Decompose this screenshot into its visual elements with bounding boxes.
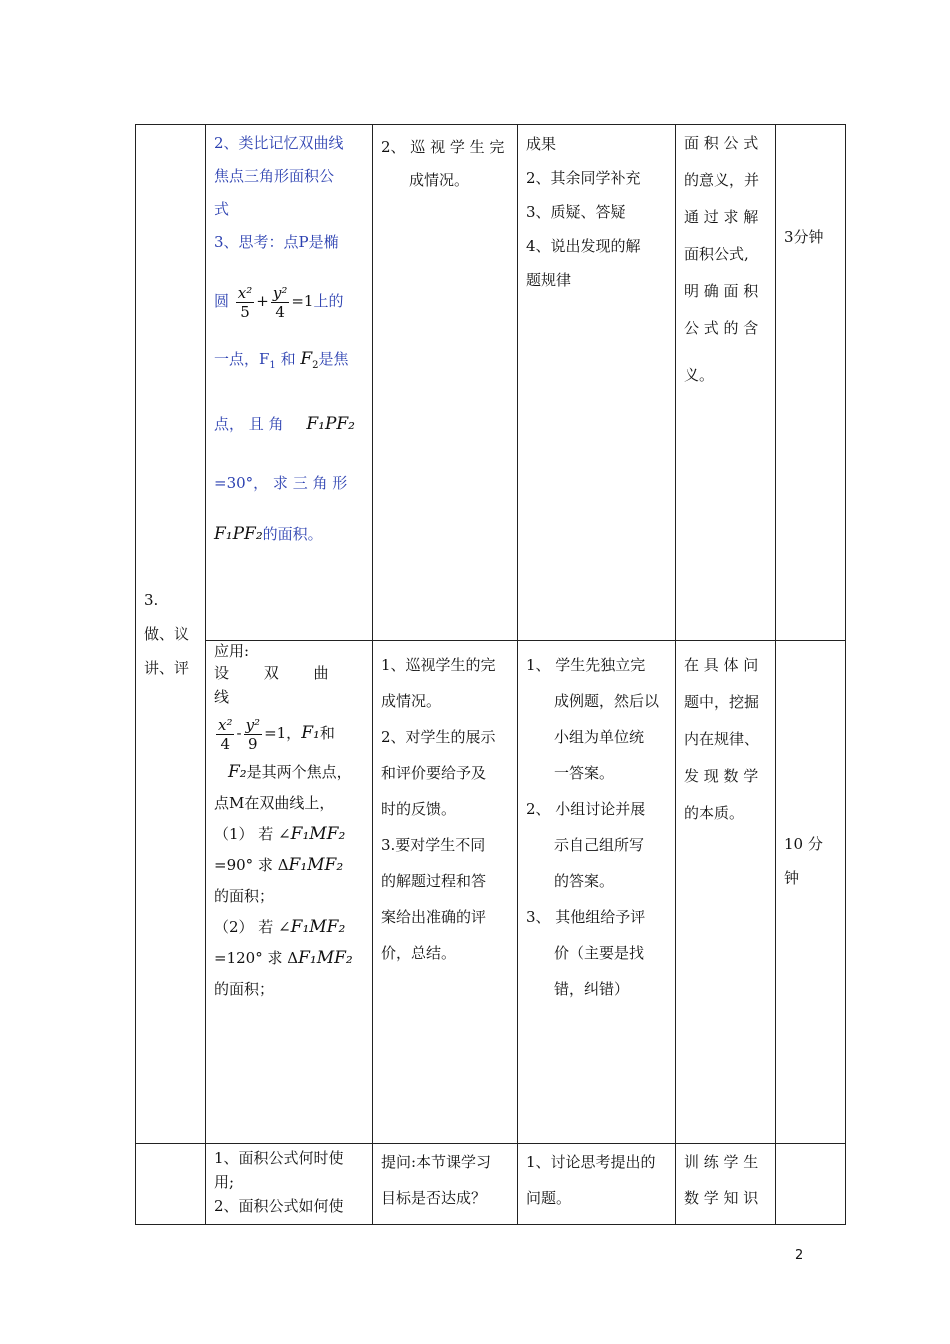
- time-value: 3分钟: [784, 228, 824, 246]
- fraction-denominator: 4: [220, 734, 231, 753]
- teacher-activity-cell: [373, 125, 518, 641]
- question-2-line: [214, 943, 364, 974]
- text-line: 面积公式,: [684, 245, 749, 263]
- equation-rhs: =1，: [264, 724, 302, 742]
- text-fragment: 上的: [313, 292, 344, 310]
- question-1-line: [214, 850, 364, 881]
- text-fragment: 点， 且 角: [214, 415, 284, 433]
- fraction-numerator: y²: [245, 715, 261, 734]
- text-line: 案给出准确的评: [381, 908, 487, 926]
- text-line: 的答案。: [554, 872, 615, 890]
- math-expression: F₁PF₂: [214, 524, 263, 544]
- text-line: 3、思考：点P是椭: [214, 233, 339, 251]
- text-line: 数 学 知 识: [684, 1189, 759, 1207]
- lesson-plan-table: [135, 124, 846, 1225]
- math-expression: F₁MF₂: [290, 917, 346, 937]
- text-line: 应用:: [214, 642, 250, 660]
- time-cell: [776, 1144, 846, 1225]
- hyperbola-equation-line: [214, 709, 364, 757]
- text-line: 和评价要给予及: [381, 764, 487, 782]
- text-line: 2、其余同学补充: [526, 169, 641, 187]
- text-line: 2、 小组讨论并展: [526, 800, 646, 818]
- question-2-line: [214, 912, 364, 943]
- math-expression: F₁MF₂: [290, 824, 346, 844]
- fraction-denominator: 4: [275, 302, 285, 321]
- design-intent-cell: [676, 641, 776, 1144]
- fraction-x: [236, 284, 254, 321]
- table-row: [136, 1144, 846, 1225]
- design-intent-cell: [676, 1144, 776, 1225]
- text-line: 一答案。: [554, 764, 615, 782]
- angle-line: [214, 408, 364, 441]
- text-line: 目标是否达成？: [381, 1189, 487, 1207]
- text-line: 2、面积公式如何使: [214, 1197, 344, 1215]
- text-fragment: 一点，F: [214, 350, 270, 368]
- text-line: 通 过 求 解: [684, 208, 759, 226]
- text-line: 2、类比记忆双曲线: [214, 134, 344, 152]
- fraction-y: [244, 716, 263, 753]
- math-symbol: F₂: [228, 762, 247, 782]
- text-line: 价（主要是找: [554, 944, 645, 962]
- text-line: 题规律: [526, 271, 572, 289]
- text-fragment: 圆: [214, 292, 230, 310]
- text-line: 题中，挖掘: [684, 693, 760, 711]
- text-line: 2、对学生的展示: [381, 728, 496, 746]
- text-fragment: 是焦: [318, 350, 349, 368]
- text-line: 公 式 的 含: [684, 319, 759, 337]
- text-line: 3、质疑、答疑: [526, 203, 626, 221]
- text-line: 提问:本节课学习: [381, 1153, 492, 1171]
- text-fragment: =120° 求 Δ: [214, 949, 299, 967]
- text-line: 的意义，并: [684, 171, 760, 189]
- table-row: [136, 641, 846, 1144]
- text-fragment: （2） 若 ∠: [214, 918, 291, 936]
- math-symbol: F: [300, 349, 313, 369]
- text-fragment: 是其两个焦点，: [246, 763, 352, 781]
- text-line: 内在规律、: [684, 730, 760, 748]
- text-line: 1、 学生先独立完: [526, 656, 646, 674]
- text-line: 成果: [526, 135, 557, 153]
- text-line: 价，总结。: [381, 944, 457, 962]
- math-expression: F₁MF₂: [288, 855, 344, 875]
- text-line: 焦点三角形面积公: [214, 167, 335, 185]
- text-line: 3、 其他组给予评: [526, 908, 646, 926]
- table-row: [136, 125, 846, 641]
- subscript: 1: [269, 360, 276, 371]
- ellipse-equation-line: [214, 281, 364, 321]
- plus-sign: +: [256, 292, 269, 310]
- text-line: 错，纠错）: [554, 980, 630, 998]
- text-line: 设 双 曲 线: [214, 664, 329, 706]
- text-line: 明 确 面 积: [684, 282, 759, 300]
- stage-cell: [136, 1144, 206, 1225]
- subscript: 2: [312, 360, 319, 371]
- text-fragment: 和: [275, 350, 301, 368]
- text-fragment: 的面积。: [262, 525, 323, 543]
- equation-rhs: =1: [291, 292, 314, 310]
- text-line: 成情况。: [381, 692, 442, 710]
- student-activity-cell: [518, 641, 676, 1144]
- text-line: 成情况。: [409, 171, 470, 189]
- fraction-denominator: 5: [240, 302, 250, 321]
- fraction-y: [271, 284, 290, 321]
- text-line: 的本质。: [684, 804, 745, 822]
- text-fragment: 和: [319, 724, 335, 742]
- text-line: 1、讨论思考提出的: [526, 1153, 656, 1171]
- text-line: 在 具 体 问: [684, 656, 759, 674]
- text-fragment: =90° 求 Δ: [214, 856, 289, 874]
- math-expression: F₁MF₂: [298, 948, 353, 968]
- student-activity-cell: [518, 1144, 676, 1225]
- triangle-line: [214, 518, 364, 551]
- text-line: 义。: [684, 366, 715, 384]
- text-line: 1、面积公式何时使: [214, 1149, 344, 1167]
- text-line: 问题。: [526, 1189, 572, 1207]
- text-line: 时的反馈。: [381, 800, 457, 818]
- fraction-numerator: x²: [218, 715, 233, 734]
- stage-line: 讲、评: [144, 659, 190, 677]
- teacher-activity-cell: [373, 641, 518, 1144]
- text-line: 的面积；: [214, 980, 275, 998]
- text-line: =30°， 求 三 角 形: [214, 474, 348, 492]
- text-line: 成例题，然后以: [554, 692, 660, 710]
- content-cell-application: [206, 641, 373, 1144]
- math-symbol: F₁: [301, 723, 320, 743]
- page-number: 2: [795, 1248, 804, 1263]
- text-line: 式: [214, 200, 230, 218]
- foci-line: [214, 757, 364, 788]
- text-line: 示自己组所写: [554, 836, 645, 854]
- student-activity-cell: [518, 125, 676, 641]
- teacher-activity-cell: [373, 1144, 518, 1225]
- stage-line: 做、议: [144, 625, 190, 643]
- fraction-x: [216, 716, 234, 753]
- text-line: 训 练 学 生: [684, 1153, 759, 1171]
- text-line: 3.要对学生不同: [381, 836, 486, 854]
- fraction-numerator: y²: [272, 283, 288, 302]
- text-line: 的解题过程和答: [381, 872, 487, 890]
- minus-sign: -: [236, 724, 242, 742]
- text-fragment: （1） 若 ∠: [214, 825, 291, 843]
- time-cell: [776, 125, 846, 641]
- stage-cell: [136, 125, 206, 1144]
- text-line: 的面积；: [214, 887, 275, 905]
- text-line: 4、说出发现的解: [526, 237, 641, 255]
- time-value: 10 分钟: [784, 835, 823, 887]
- fraction-denominator: 9: [248, 734, 258, 753]
- text-line: 点M在双曲线上，: [214, 794, 335, 812]
- content-cell-summary: [206, 1144, 373, 1225]
- text-line: 发 现 数 学: [684, 767, 759, 785]
- text-line: 小组为单位统: [554, 728, 645, 746]
- text-line: 用;: [214, 1173, 235, 1191]
- stage-line: 3.: [144, 591, 159, 609]
- foci-line: [214, 343, 364, 382]
- text-line: 面 积 公 式: [684, 134, 759, 152]
- design-intent-cell: [676, 125, 776, 641]
- question-1-line: [214, 819, 364, 850]
- fraction-numerator: x²: [237, 283, 253, 302]
- time-cell: [776, 641, 846, 1144]
- content-cell-thinking: [206, 125, 373, 641]
- text-line: 1、巡视学生的完: [381, 656, 496, 674]
- text-line: 2、 巡 视 学 生 完: [381, 138, 505, 156]
- math-expression: F₁PF₂: [306, 414, 355, 434]
